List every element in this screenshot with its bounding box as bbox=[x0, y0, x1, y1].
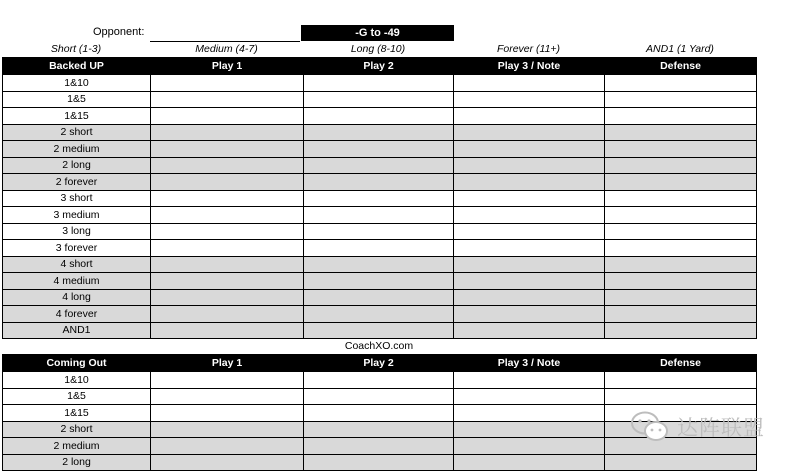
table-row bbox=[3, 372, 757, 389]
entry-cell[interactable] bbox=[304, 273, 454, 290]
table-row bbox=[3, 388, 757, 405]
site-credit: CoachXO.com bbox=[344, 340, 414, 352]
situation-label: 2 short bbox=[3, 124, 151, 141]
entry-cell[interactable] bbox=[151, 454, 304, 471]
table-row bbox=[3, 75, 757, 92]
entry-cell[interactable] bbox=[304, 240, 454, 257]
entry-cell[interactable] bbox=[304, 141, 454, 158]
column-header: Defense bbox=[605, 58, 757, 75]
entry-cell[interactable] bbox=[605, 289, 757, 306]
situation-label: 3 forever bbox=[3, 240, 151, 257]
situation-label: 4 short bbox=[3, 256, 151, 273]
wechat-icon bbox=[630, 410, 670, 444]
entry-cell[interactable] bbox=[304, 289, 454, 306]
table-row bbox=[3, 454, 757, 471]
table-row bbox=[3, 273, 757, 290]
entry-cell[interactable] bbox=[304, 306, 454, 323]
entry-cell[interactable] bbox=[454, 454, 605, 471]
opponent-label: Opponent: bbox=[93, 26, 145, 38]
entry-cell[interactable] bbox=[605, 256, 757, 273]
entry-cell[interactable] bbox=[304, 190, 454, 207]
entry-cell[interactable] bbox=[304, 223, 454, 240]
entry-cell[interactable] bbox=[151, 438, 304, 455]
situation-label: 3 short bbox=[3, 190, 151, 207]
entry-cell[interactable] bbox=[151, 157, 304, 174]
entry-cell[interactable] bbox=[454, 174, 605, 191]
entry-cell[interactable] bbox=[605, 157, 757, 174]
situation-label: 1&10 bbox=[3, 372, 151, 389]
entry-cell[interactable] bbox=[151, 273, 304, 290]
entry-cell[interactable] bbox=[151, 240, 304, 257]
table-row bbox=[3, 256, 757, 273]
situation-label: 2 medium bbox=[3, 141, 151, 158]
entry-cell[interactable] bbox=[454, 306, 605, 323]
entry-cell[interactable] bbox=[151, 174, 304, 191]
entry-cell[interactable] bbox=[454, 256, 605, 273]
entry-cell[interactable] bbox=[605, 388, 757, 405]
entry-cell[interactable] bbox=[454, 405, 605, 422]
entry-cell[interactable] bbox=[151, 372, 304, 389]
table-row bbox=[3, 157, 757, 174]
entry-cell[interactable] bbox=[605, 174, 757, 191]
situation-label: 2 medium bbox=[3, 438, 151, 455]
entry-cell[interactable] bbox=[605, 124, 757, 141]
situation-label: 4 medium bbox=[3, 273, 151, 290]
entry-cell[interactable] bbox=[151, 190, 304, 207]
entry-cell[interactable] bbox=[454, 322, 605, 339]
table-row bbox=[3, 124, 757, 141]
table-row bbox=[3, 289, 757, 306]
entry-cell[interactable] bbox=[454, 289, 605, 306]
entry-cell[interactable] bbox=[605, 306, 757, 323]
table-row bbox=[3, 240, 757, 257]
entry-cell[interactable] bbox=[151, 256, 304, 273]
entry-cell[interactable] bbox=[605, 207, 757, 224]
distance-legend bbox=[0, 43, 758, 56]
table-row bbox=[3, 223, 757, 240]
situation-label: 1&15 bbox=[3, 405, 151, 422]
entry-cell[interactable] bbox=[304, 174, 454, 191]
column-header: Backed UP bbox=[3, 58, 151, 75]
situation-label: 4 forever bbox=[3, 306, 151, 323]
situation-label: 3 long bbox=[3, 223, 151, 240]
entry-cell[interactable] bbox=[454, 75, 605, 92]
entry-cell[interactable] bbox=[454, 240, 605, 257]
entry-cell[interactable] bbox=[151, 388, 304, 405]
table-row bbox=[3, 190, 757, 207]
entry-cell[interactable] bbox=[454, 421, 605, 438]
entry-cell[interactable] bbox=[151, 207, 304, 224]
column-header: Play 1 bbox=[151, 355, 304, 372]
entry-cell[interactable] bbox=[304, 454, 454, 471]
column-header: Play 3 / Note bbox=[454, 355, 605, 372]
entry-cell[interactable] bbox=[304, 75, 454, 92]
entry-cell[interactable] bbox=[304, 388, 454, 405]
entry-cell[interactable] bbox=[605, 372, 757, 389]
entry-cell[interactable] bbox=[151, 108, 304, 125]
entry-cell[interactable] bbox=[304, 207, 454, 224]
column-header: Play 1 bbox=[151, 58, 304, 75]
entry-cell[interactable] bbox=[454, 141, 605, 158]
wechat-watermark bbox=[630, 408, 800, 444]
field-range-box: -G to -49 bbox=[301, 25, 454, 41]
entry-cell[interactable] bbox=[454, 388, 605, 405]
entry-cell[interactable] bbox=[304, 438, 454, 455]
entry-cell[interactable] bbox=[151, 75, 304, 92]
table-row bbox=[3, 91, 757, 108]
situation-label: 2 long bbox=[3, 157, 151, 174]
entry-cell[interactable] bbox=[454, 91, 605, 108]
entry-cell[interactable] bbox=[151, 223, 304, 240]
situation-label: AND1 bbox=[3, 322, 151, 339]
entry-cell[interactable] bbox=[605, 240, 757, 257]
backed-up-table bbox=[2, 57, 757, 339]
entry-cell[interactable] bbox=[454, 207, 605, 224]
entry-cell[interactable] bbox=[151, 322, 304, 339]
legend-and1: AND1 (1 Yard) bbox=[646, 43, 714, 55]
table-row bbox=[3, 108, 757, 125]
entry-cell[interactable] bbox=[454, 223, 605, 240]
legend-long: Long (8-10) bbox=[350, 43, 406, 55]
situation-label: 1&5 bbox=[3, 388, 151, 405]
entry-cell[interactable] bbox=[605, 141, 757, 158]
entry-cell[interactable] bbox=[151, 405, 304, 422]
entry-cell[interactable] bbox=[304, 108, 454, 125]
legend-medium: Medium (4-7) bbox=[195, 43, 258, 55]
situation-label: 3 medium bbox=[3, 207, 151, 224]
entry-cell[interactable] bbox=[304, 256, 454, 273]
column-header: Play 2 bbox=[304, 355, 454, 372]
entry-cell[interactable] bbox=[454, 108, 605, 125]
situation-label: 2 forever bbox=[3, 174, 151, 191]
entry-cell[interactable] bbox=[454, 157, 605, 174]
entry-cell[interactable] bbox=[454, 372, 605, 389]
table-row bbox=[3, 141, 757, 158]
entry-cell[interactable] bbox=[304, 421, 454, 438]
situation-label: 2 long bbox=[3, 454, 151, 471]
entry-cell[interactable] bbox=[605, 91, 757, 108]
column-header: Defense bbox=[605, 355, 757, 372]
entry-cell[interactable] bbox=[605, 273, 757, 290]
entry-cell[interactable] bbox=[151, 289, 304, 306]
situation-label: 4 long bbox=[3, 289, 151, 306]
entry-cell[interactable] bbox=[454, 438, 605, 455]
entry-cell[interactable] bbox=[605, 190, 757, 207]
entry-cell[interactable] bbox=[454, 124, 605, 141]
entry-cell[interactable] bbox=[304, 322, 454, 339]
entry-cell[interactable] bbox=[454, 273, 605, 290]
table-row bbox=[3, 174, 757, 191]
column-header: Play 3 / Note bbox=[454, 58, 605, 75]
table-row bbox=[3, 322, 757, 339]
entry-cell[interactable] bbox=[151, 306, 304, 323]
entry-cell[interactable] bbox=[454, 190, 605, 207]
situation-label: 1&5 bbox=[3, 91, 151, 108]
entry-cell[interactable] bbox=[605, 223, 757, 240]
entry-cell[interactable] bbox=[605, 454, 757, 471]
entry-cell[interactable] bbox=[304, 124, 454, 141]
column-header: Coming Out bbox=[3, 355, 151, 372]
situation-label: 2 short bbox=[3, 421, 151, 438]
column-header: Play 2 bbox=[304, 58, 454, 75]
entry-cell[interactable] bbox=[304, 405, 454, 422]
opponent-input-line[interactable] bbox=[150, 41, 300, 42]
table-row bbox=[3, 306, 757, 323]
table-row bbox=[3, 207, 757, 224]
entry-cell[interactable] bbox=[605, 322, 757, 339]
situation-label: 1&15 bbox=[3, 108, 151, 125]
entry-cell[interactable] bbox=[151, 91, 304, 108]
entry-cell[interactable] bbox=[605, 108, 757, 125]
entry-cell[interactable] bbox=[304, 372, 454, 389]
entry-cell[interactable] bbox=[151, 421, 304, 438]
legend-forever: Forever (11+) bbox=[496, 43, 561, 55]
entry-cell[interactable] bbox=[304, 157, 454, 174]
entry-cell[interactable] bbox=[151, 124, 304, 141]
situation-label: 1&10 bbox=[3, 75, 151, 92]
entry-cell[interactable] bbox=[304, 91, 454, 108]
entry-cell[interactable] bbox=[605, 75, 757, 92]
watermark-text: 达阵联盟 bbox=[677, 417, 765, 440]
legend-short: Short (1-3) bbox=[50, 43, 102, 55]
entry-cell[interactable] bbox=[151, 141, 304, 158]
